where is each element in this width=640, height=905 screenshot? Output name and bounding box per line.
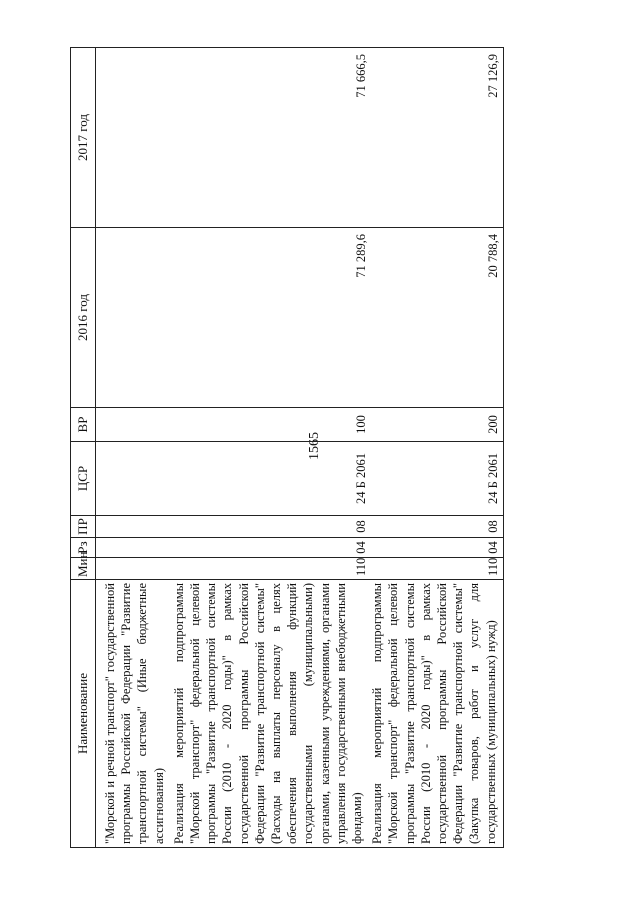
row-2017 — [96, 48, 171, 228]
row-name — [369, 580, 503, 848]
row-2016 — [96, 228, 171, 408]
header-vr: ВР — [71, 408, 96, 442]
row-csr: 24 Б 2061 — [369, 442, 503, 516]
row-csr: 24 Б 2061 — [171, 442, 369, 516]
budget-table — [70, 47, 504, 848]
page-number: 1565 — [307, 432, 322, 460]
row-2017: 71 666,5 — [171, 48, 369, 228]
row-name-text: "Морской и речной транспорт" государственной программы Российской Федерации "Развитие транспортной системы" (Иные бюджетные ассигнования) — [103, 583, 166, 844]
row-csr — [96, 442, 171, 516]
row-vr: 100 — [171, 408, 369, 442]
row-rz: 04 — [171, 538, 369, 558]
table-row — [96, 48, 171, 848]
row-name — [96, 580, 171, 848]
row-2016: 20 788,4 — [369, 228, 503, 408]
header-pr: ПР — [71, 516, 96, 538]
row-name — [171, 580, 369, 848]
row-2017: 27 126,9 — [369, 48, 503, 228]
row-2016: 71 289,6 — [171, 228, 369, 408]
header-csr: ЦСР — [71, 442, 96, 516]
header-name: Наименование — [71, 580, 96, 848]
table-row — [171, 48, 369, 848]
row-pr — [96, 516, 171, 538]
row-name-text: Реализация мероприятий подпрограммы "Морской транспорт" федеральной целевой программы "Развитие транспортной системы России (2010 - 2020 годы)" в рамках государственной программы Российской Федерации "Развитие транспортной системы" (Закупка товаров, работ и услуг для государственных (муниципальных) нужд) — [370, 583, 498, 844]
header-rz: Рз — [71, 538, 96, 558]
header-min: Мин — [71, 558, 96, 580]
row-vr — [96, 408, 171, 442]
row-name-text: Реализация мероприятий подпрограммы "Морской транспорт" федеральной целевой программы "Развитие транспортной системы России (2010 - 2020 годы)" в рамках государственной программы Российской Федерации "Развитие транспортной системы" (Расходы на выплаты персоналу в целях обеспечения выполнения функций государственными (муниципальными) органами, казенными учреждениями, органами управления государственными внебюджетными фондами) — [171, 583, 365, 844]
row-pr: 08 — [171, 516, 369, 538]
rotated-page-content — [70, 48, 610, 848]
row-min: 110 — [369, 558, 503, 580]
row-rz: 04 — [369, 538, 503, 558]
table-row — [369, 48, 503, 848]
row-min — [96, 558, 171, 580]
row-min: 110 — [171, 558, 369, 580]
row-pr: 08 — [369, 516, 503, 538]
header-2016: 2016 год — [71, 228, 96, 408]
table-header-row — [71, 48, 96, 848]
row-rz — [96, 538, 171, 558]
header-2017: 2017 год — [71, 48, 96, 228]
row-vr: 200 — [369, 408, 503, 442]
